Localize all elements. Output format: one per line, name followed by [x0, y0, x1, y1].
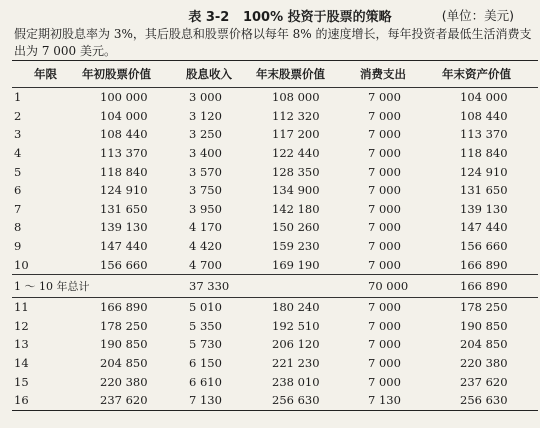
table-cell: 178 250 [460, 300, 508, 315]
table-cell: 131 650 [100, 201, 148, 216]
table-cell: 7 000 [368, 374, 401, 389]
table-cell: 7 000 [368, 220, 401, 235]
table-row [12, 317, 538, 336]
table-row [12, 255, 538, 274]
table-cell: 3 120 [189, 108, 222, 123]
table-cell: 5 730 [189, 337, 222, 352]
table-cell: 139 130 [100, 220, 148, 235]
table-cell: 4 [14, 146, 22, 161]
total-end-asset: 166 890 [460, 278, 508, 293]
table-row [12, 107, 538, 126]
table-cell: 118 840 [460, 146, 508, 161]
total-consumption: 70 000 [368, 278, 409, 293]
table-cell: 7 000 [368, 183, 401, 198]
col-header-end-asset-value: 年末资产价值 [442, 67, 511, 81]
table-cell: 7 000 [368, 164, 401, 179]
table-cell: 7 000 [368, 127, 401, 142]
table-cell: 15 [14, 374, 29, 389]
table-cell: 14 [14, 356, 29, 371]
table-cell: 220 380 [460, 356, 508, 371]
table-cell: 112 320 [272, 108, 320, 123]
intro-text: 假定期初股息率为 3%，其后股息和股票价格以每年 8% 的速度增长，每年投资者最低生活消费支出为 7 000 美元。 [14, 27, 532, 58]
table-cell: 139 130 [460, 201, 508, 216]
table-cell: 256 630 [460, 393, 508, 408]
total-row [12, 274, 538, 297]
table-cell: 7 000 [368, 257, 401, 272]
table-cell: 2 [14, 108, 22, 123]
table-cell: 221 230 [272, 356, 320, 371]
table-cell: 204 850 [460, 337, 508, 352]
table-cell: 113 370 [460, 127, 508, 142]
table-cell: 6 150 [189, 356, 222, 371]
table-cell: 5 [14, 164, 22, 179]
table-row [12, 372, 538, 391]
table-intro [14, 26, 532, 59]
total-label: 1 ～ 10 年总计 [14, 279, 90, 293]
total-dividend: 37 330 [189, 278, 230, 293]
table-cell: 4 700 [189, 257, 222, 272]
table-caption: 100% 投资于股票的策略 [242, 10, 392, 25]
table-cell: 131 650 [460, 183, 508, 198]
table-cell: 108 440 [460, 108, 508, 123]
table-cell: 159 230 [272, 239, 320, 254]
table-row [12, 144, 538, 163]
table-row [12, 237, 538, 256]
table-cell: 108 440 [100, 127, 148, 142]
table-row [12, 162, 538, 181]
table-cell: 7 000 [368, 108, 401, 123]
table-row [12, 181, 538, 200]
table-cell: 7 000 [368, 201, 401, 216]
table-cell: 7 000 [368, 337, 401, 352]
table-row [12, 391, 538, 410]
table-cell: 7 000 [368, 356, 401, 371]
table-cell: 13 [14, 337, 29, 352]
table-cell: 7 000 [368, 318, 401, 333]
table-cell: 11 [14, 300, 29, 315]
table-cell: 8 [14, 220, 22, 235]
table-cell: 5 350 [189, 318, 222, 333]
table-cell: 190 850 [460, 318, 508, 333]
table-cell: 7 130 [368, 393, 401, 408]
table-cell: 10 [14, 257, 29, 272]
col-header-year: 年限 [34, 67, 57, 81]
table-cell: 7 000 [368, 300, 401, 315]
table-cell: 124 910 [100, 183, 148, 198]
table-cell: 3 250 [189, 127, 222, 142]
table-cell: 178 250 [100, 318, 148, 333]
table-cell: 237 620 [460, 374, 508, 389]
table-cell: 7 130 [189, 393, 222, 408]
table-cell: 169 190 [272, 257, 320, 272]
table-cell: 3 400 [189, 146, 222, 161]
table-cell: 4 170 [189, 220, 222, 235]
header-row [12, 61, 538, 88]
table-cell: 3 950 [189, 201, 222, 216]
table-cell: 192 510 [272, 318, 320, 333]
table-cell: 16 [14, 393, 29, 408]
table-unit: (单位：美元) [441, 8, 514, 23]
col-header-end-stock-value: 年末股票价值 [256, 67, 325, 81]
table-cell: 7 000 [368, 90, 401, 105]
table-cell: 6 [14, 183, 22, 198]
table-row [12, 335, 538, 354]
table-cell: 204 850 [100, 356, 148, 371]
table-cell: 7 000 [368, 146, 401, 161]
table-cell: 7 000 [368, 239, 401, 254]
table-cell: 100 000 [100, 90, 148, 105]
rows-years-1-10 [12, 88, 538, 275]
table-cell: 147 440 [100, 239, 148, 254]
table-cell: 104 000 [100, 108, 148, 123]
table-number: 表 3-2 [188, 10, 230, 25]
rows-years-11-16 [12, 297, 538, 410]
table-cell: 180 240 [272, 300, 320, 315]
table-cell: 5 010 [189, 300, 222, 315]
table-cell: 142 180 [272, 201, 320, 216]
table-cell: 12 [14, 318, 29, 333]
table-cell: 3 750 [189, 183, 222, 198]
table-cell: 206 120 [272, 337, 320, 352]
table-cell: 220 380 [100, 374, 148, 389]
table-title [0, 6, 540, 24]
table-row [12, 200, 538, 219]
table-cell: 156 660 [460, 239, 508, 254]
col-header-start-value: 年初股票价值 [82, 67, 151, 81]
table-cell: 6 610 [189, 374, 222, 389]
table-cell: 134 900 [272, 183, 320, 198]
table-cell: 104 000 [460, 90, 508, 105]
table-cell: 124 910 [460, 164, 508, 179]
table-cell: 118 840 [100, 164, 148, 179]
table-cell: 4 420 [189, 239, 222, 254]
table-row [12, 218, 538, 237]
table-cell: 7 [14, 201, 22, 216]
table-row [12, 125, 538, 144]
table-cell: 128 350 [272, 164, 320, 179]
table-cell: 166 890 [100, 300, 148, 315]
table-cell: 190 850 [100, 337, 148, 352]
table-cell: 9 [14, 239, 22, 254]
table-row [12, 297, 538, 316]
table-cell: 237 620 [100, 393, 148, 408]
table-cell: 1 [14, 90, 22, 105]
table-cell: 3 [14, 127, 22, 142]
strategy-table [12, 60, 538, 411]
table-cell: 3 570 [189, 164, 222, 179]
table-cell: 3 000 [189, 90, 222, 105]
table-cell: 147 440 [460, 220, 508, 235]
col-header-dividend: 股息收入 [186, 67, 232, 81]
table-cell: 150 260 [272, 220, 320, 235]
table-row [12, 354, 538, 373]
table-cell [252, 274, 348, 297]
table-cell: 122 440 [272, 146, 320, 161]
col-header-consumption: 消费支出 [360, 67, 406, 81]
table-row [12, 88, 538, 107]
table-cell: 156 660 [100, 257, 148, 272]
table-cell: 166 890 [460, 257, 508, 272]
table-cell: 117 200 [272, 127, 320, 142]
table-cell: 256 630 [272, 393, 320, 408]
table-cell: 108 000 [272, 90, 320, 105]
table-cell: 238 010 [272, 374, 320, 389]
table-cell: 113 370 [100, 146, 148, 161]
